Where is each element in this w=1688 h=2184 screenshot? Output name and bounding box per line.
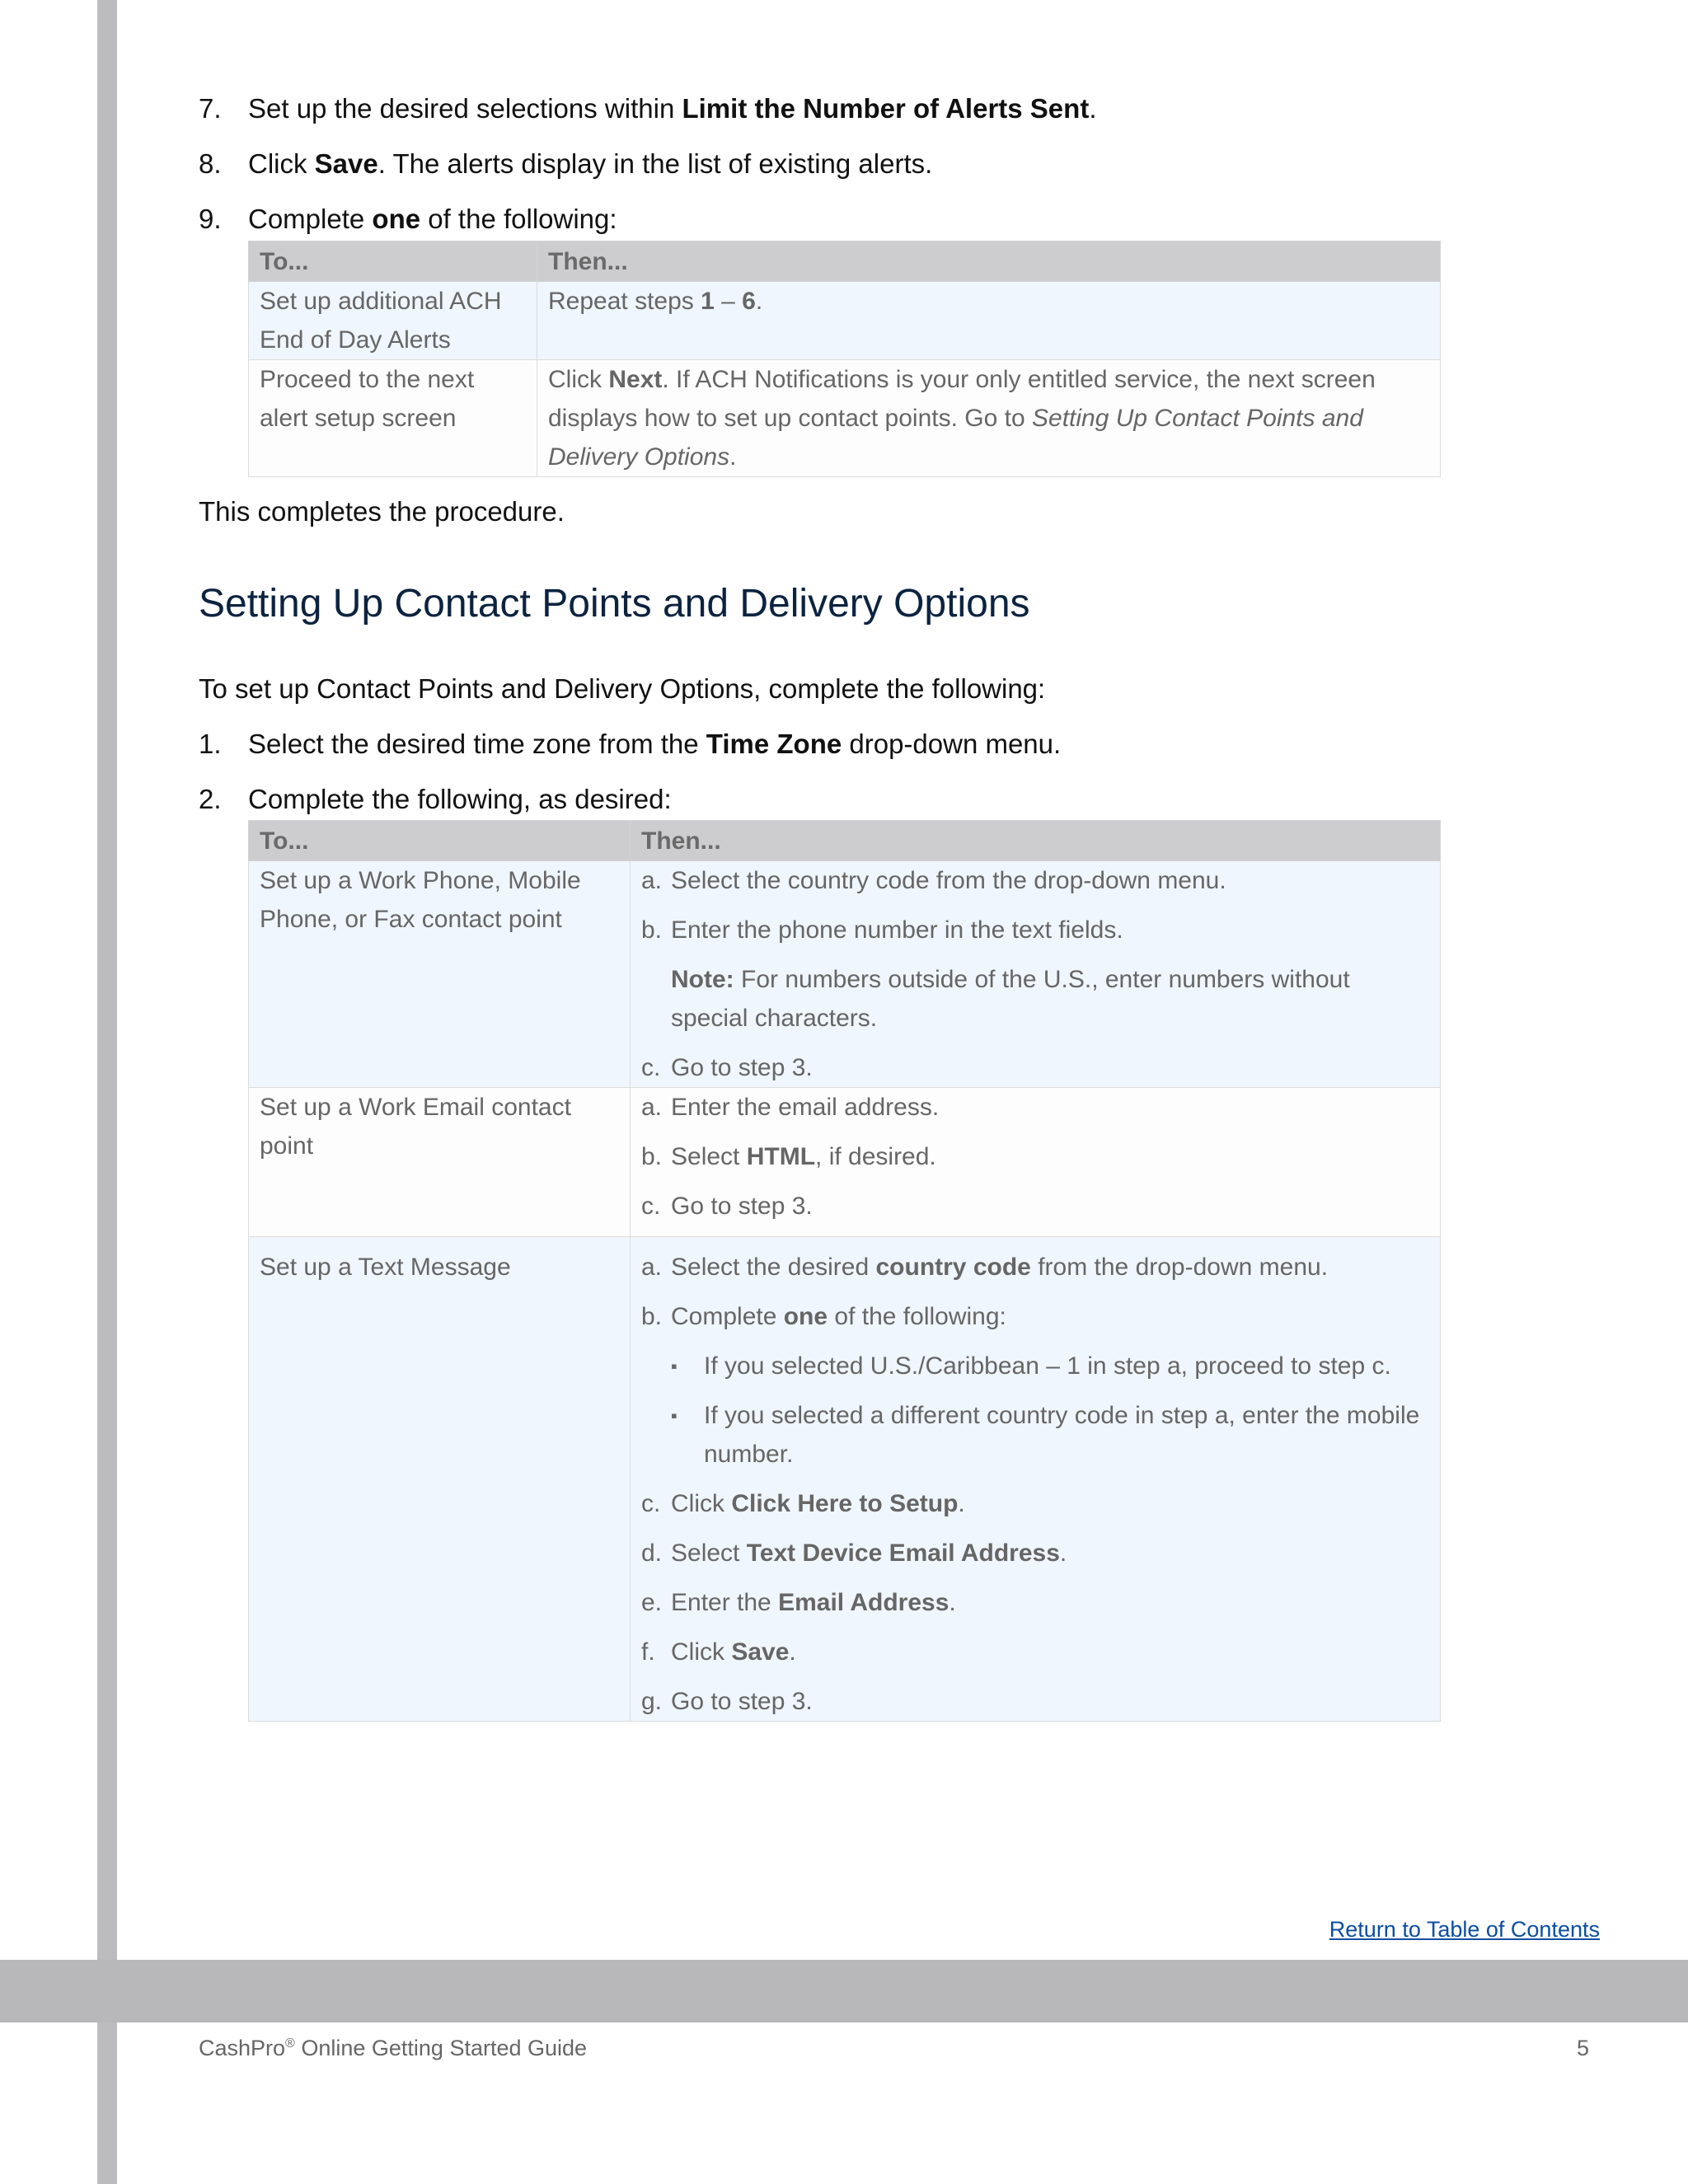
cell-then: Repeat steps 1 – 6. <box>537 282 1441 360</box>
sub-step: g. Go to step 3. <box>641 1688 813 1715</box>
column-header-to: To... <box>249 241 537 282</box>
bullet-item: ▪ If you selected a different country code in step a, enter the mobile number. <box>641 1396 1429 1474</box>
sub-step: c. Go to step 3. <box>641 1054 813 1081</box>
table-row <box>249 861 1441 1088</box>
left-margin-bar <box>97 0 117 2184</box>
intro-text: To set up Contact Points and Delivery Options, complete the following: <box>199 673 1046 704</box>
step-9: 9. Complete one of the following: <box>199 204 617 234</box>
note-text: Note: For numbers outside of the U.S., enter numbers without special characters. <box>671 966 1350 1032</box>
cell-to: Set up a Work Email contact point <box>249 1088 631 1237</box>
column-header-then: Then... <box>631 821 1441 861</box>
table-row <box>249 1088 1441 1237</box>
cell-then: Click Next. If ACH Notifications is your only entitled service, the next screen displays how to set up contact points. Go to Setting Up Contact Points and Delivery Options. <box>537 360 1441 477</box>
table-row <box>249 282 1441 360</box>
cell-to: Set up a Work Phone, Mobile Phone, or Fax contact point <box>249 861 631 1088</box>
column-header-then: Then... <box>537 241 1441 282</box>
sub-step: a. Select the country code from the drop-down menu. <box>641 867 1226 894</box>
sub-step: e. Enter the Email Address. <box>641 1589 956 1616</box>
options-table-2 <box>248 820 1441 1722</box>
page-number: 5 <box>1576 2036 1589 2060</box>
sub-step: d. Select Text Device Email Address. <box>641 1540 1067 1567</box>
cell-then <box>631 1237 1441 1722</box>
sub-step: c. Click Click Here to Setup. <box>641 1490 965 1517</box>
section-heading: Setting Up Contact Points and Delivery Options <box>199 582 1030 626</box>
sub-step: b. Select HTML, if desired. <box>641 1143 936 1170</box>
step-2: 2. Complete the following, as desired: <box>199 784 672 814</box>
step-8: 8. Click Save. The alerts display in the list of existing alerts. <box>199 148 933 179</box>
cell-to: Proceed to the next alert setup screen <box>249 360 537 477</box>
square-bullet-icon: ▪ <box>671 1405 678 1426</box>
cell-to: Set up additional ACH End of Day Alerts <box>249 282 537 360</box>
column-header-to: To... <box>249 821 631 861</box>
table-row <box>249 1237 1441 1722</box>
footer-band <box>0 1960 1688 2022</box>
bullet-item: ▪ If you selected U.S./Caribbean – 1 in step a, proceed to step c. <box>641 1347 1429 1385</box>
step-1: 1. Select the desired time zone from the Time Zone drop-down menu. <box>199 729 1062 759</box>
procedure-complete-text: This completes the procedure. <box>199 496 565 527</box>
sub-step: b. Enter the phone number in the text fields. <box>641 916 1123 944</box>
sub-step: b. Complete one of the following: <box>641 1303 1006 1330</box>
cell-then <box>631 861 1441 1088</box>
sub-step: a. Select the desired country code from the drop-down menu. <box>641 1254 1329 1281</box>
square-bullet-icon: ▪ <box>671 1356 678 1376</box>
options-table-1 <box>248 241 1441 477</box>
step-7: 7. Set up the desired selections within Limit the Number of Alerts Sent. <box>199 93 1097 124</box>
cell-then <box>631 1088 1441 1237</box>
cell-to: Set up a Text Message <box>249 1237 631 1722</box>
sub-step: a. Enter the email address. <box>641 1094 940 1121</box>
return-to-toc-link[interactable]: Return to Table of Contents <box>1329 1917 1600 1942</box>
sub-step: f. Click Save. <box>641 1638 796 1666</box>
footer-guide-title: CashPro® Online Getting Started Guide <box>199 2036 588 2060</box>
sub-step: c. Go to step 3. <box>641 1193 813 1220</box>
table-row <box>249 360 1441 477</box>
